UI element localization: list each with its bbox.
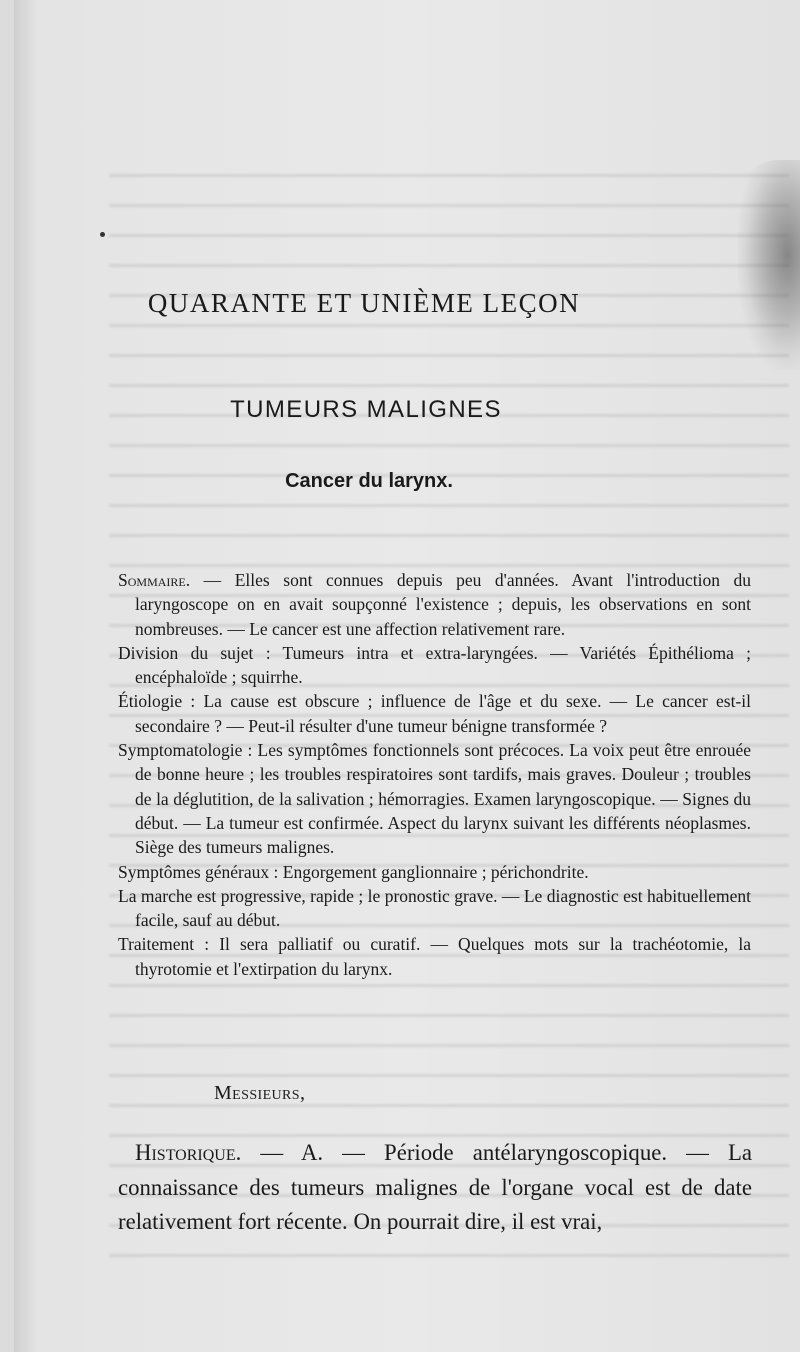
summary-label: Sommaire. xyxy=(118,570,191,590)
summary-paragraph: Symptômes généraux : Engorgement ganglionnaire ; périchondrite. xyxy=(118,861,589,882)
salutation: Messieurs, xyxy=(214,1082,306,1104)
summary-paragraph: Division du sujet : Tumeurs intra et extra-laryngées. — Variétés Épithélioma ; encéphaloïde ; squirrhe. xyxy=(118,642,751,688)
library-stamp xyxy=(738,160,800,370)
summary-paragraph: La marche est progressive, rapide ; le pronostic grave. — Le diagnostic est habituellement facile, sauf au début. xyxy=(118,885,751,931)
summary-paragraph: Traitement : Il sera palliatif ou curatif. — Quelques mots sur la trachéotomie, la thyrotomie et l'extirpation du larynx. xyxy=(118,934,751,979)
summary-block xyxy=(118,568,751,981)
summary-paragraph xyxy=(118,568,751,641)
chapter-title: TUMEURS MALIGNES xyxy=(230,396,502,423)
ink-speck xyxy=(100,232,105,237)
summary-text: — Elles sont connues depuis peu d'années. Avant l'introduction du laryngoscope on en avait soupçonné l'existence ; depuis, les observations en sont nombreuses. — Le cancer est une affection relativement rare. xyxy=(135,570,751,639)
body-paragraph xyxy=(118,1136,752,1240)
body-lead: Historique. xyxy=(135,1140,242,1165)
summary-paragraph: Symptomatologie : Les symptômes fonctionnels sont précoces. La voix peut être enrouée de bonne heure ; les troubles respiratoires sont tardifs, mais graves. Douleur ; troubles de la déglutition, de la salivation ; hémorragies. Examen laryngoscopique. — Signes du début. — La tumeur est confirmée. Aspect du larynx suivant les différents néoplasmes. Siège des tumeurs malignes. xyxy=(118,740,751,858)
body-text: — A. — Période antélaryngoscopique. — La connaissance des tumeurs malignes de l'organe vocal est de date relativement fort récente. On pourrait dire, il est vrai, xyxy=(118,1140,752,1234)
lesson-title: QUARANTE ET UNIÈME LEÇON xyxy=(147,288,581,318)
summary-paragraph: Étiologie : La cause est obscure ; influence de l'âge et du sexe. — Le cancer est-il secondaire ? — Peut-il résulter d'une tumeur bénigne transformée ? xyxy=(118,691,751,736)
section-title: Cancer du larynx. xyxy=(285,470,453,492)
